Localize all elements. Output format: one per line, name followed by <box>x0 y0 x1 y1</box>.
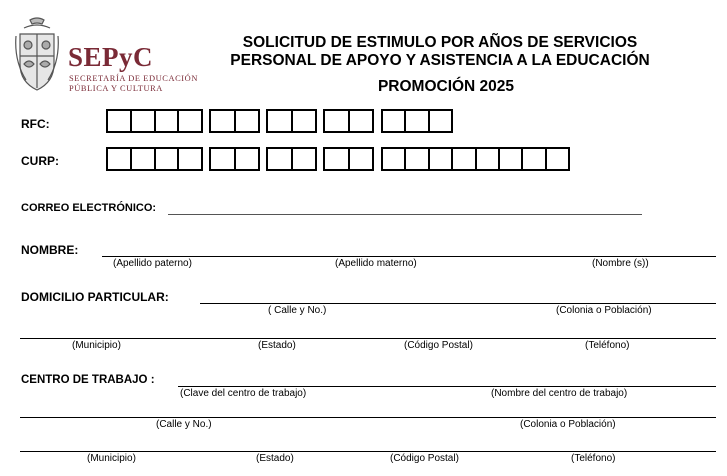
caption-work-state: (Estado) <box>256 453 294 464</box>
form-title-line1: SOLICITUD DE ESTIMULO POR AÑOS DE SERVICIOS <box>242 34 638 51</box>
rfc-label: RFC: <box>21 117 50 131</box>
curp-box-group-3[interactable] <box>266 147 317 171</box>
caption-apellido-paterno: (Apellido paterno) <box>113 258 192 269</box>
caption-work-street: (Calle y No.) <box>156 419 212 430</box>
work-street-colony-field[interactable] <box>20 417 716 418</box>
state-coat-of-arms-icon <box>14 16 60 94</box>
caption-home-colony: (Colonia o Población) <box>556 305 652 316</box>
curp-box-group-5[interactable] <box>381 147 570 171</box>
caption-home-phone: (Teléfono) <box>585 340 630 351</box>
form-title-promotion: PROMOCIÓN 2025 <box>377 78 515 95</box>
caption-home-state: (Estado) <box>258 340 296 351</box>
rfc-box-group-4[interactable] <box>323 109 374 133</box>
form-title-line2: PERSONAL DE APOYO Y ASISTENCIA A LA EDUCACIÓN <box>230 52 650 69</box>
caption-home-municipality: (Municipio) <box>72 340 121 351</box>
caption-work-center-key: (Clave del centro de trabajo) <box>180 388 307 399</box>
curp-label: CURP: <box>21 154 59 168</box>
caption-work-colony: (Colonia o Población) <box>520 419 616 430</box>
caption-home-postal-code: (Código Postal) <box>404 340 473 351</box>
caption-work-phone: (Teléfono) <box>571 453 616 464</box>
name-field[interactable] <box>102 256 716 257</box>
email-field[interactable] <box>168 214 642 215</box>
home-street-colony-field[interactable] <box>200 303 716 304</box>
work-center-label: CENTRO DE TRABAJO : <box>21 374 155 386</box>
brand-subtitle-line1: SECRETARÍA DE EDUCACIÓN <box>69 74 198 83</box>
caption-apellido-materno: (Apellido materno) <box>335 258 417 269</box>
caption-work-municipality: (Municipio) <box>87 453 136 464</box>
rfc-box-group-3[interactable] <box>266 109 317 133</box>
name-label: NOMBRE: <box>21 243 79 257</box>
home-address-label: DOMICILIO PARTICULAR: <box>21 290 169 304</box>
curp-box-group-4[interactable] <box>323 147 374 171</box>
brand-subtitle-line2: PÚBLICA Y CULTURA <box>69 84 163 93</box>
email-label: CORREO ELECTRÓNICO: <box>21 202 157 214</box>
home-municipality-phone-field[interactable] <box>20 338 716 339</box>
rfc-box-group-5[interactable] <box>381 109 453 133</box>
curp-box-group-1[interactable] <box>106 147 203 171</box>
caption-home-street: ( Calle y No.) <box>268 305 327 316</box>
work-municipality-phone-field[interactable] <box>20 451 716 452</box>
rfc-box-group-1[interactable] <box>106 109 203 133</box>
caption-work-center-name: (Nombre del centro de trabajo) <box>491 388 628 399</box>
brand-logo-text: SEPyC <box>68 42 154 72</box>
caption-nombres: (Nombre (s)) <box>592 258 649 269</box>
work-center-key-name-field[interactable] <box>178 386 716 387</box>
caption-work-postal-code: (Código Postal) <box>390 453 459 464</box>
curp-box-group-2[interactable] <box>209 147 260 171</box>
rfc-box-group-2[interactable] <box>209 109 260 133</box>
